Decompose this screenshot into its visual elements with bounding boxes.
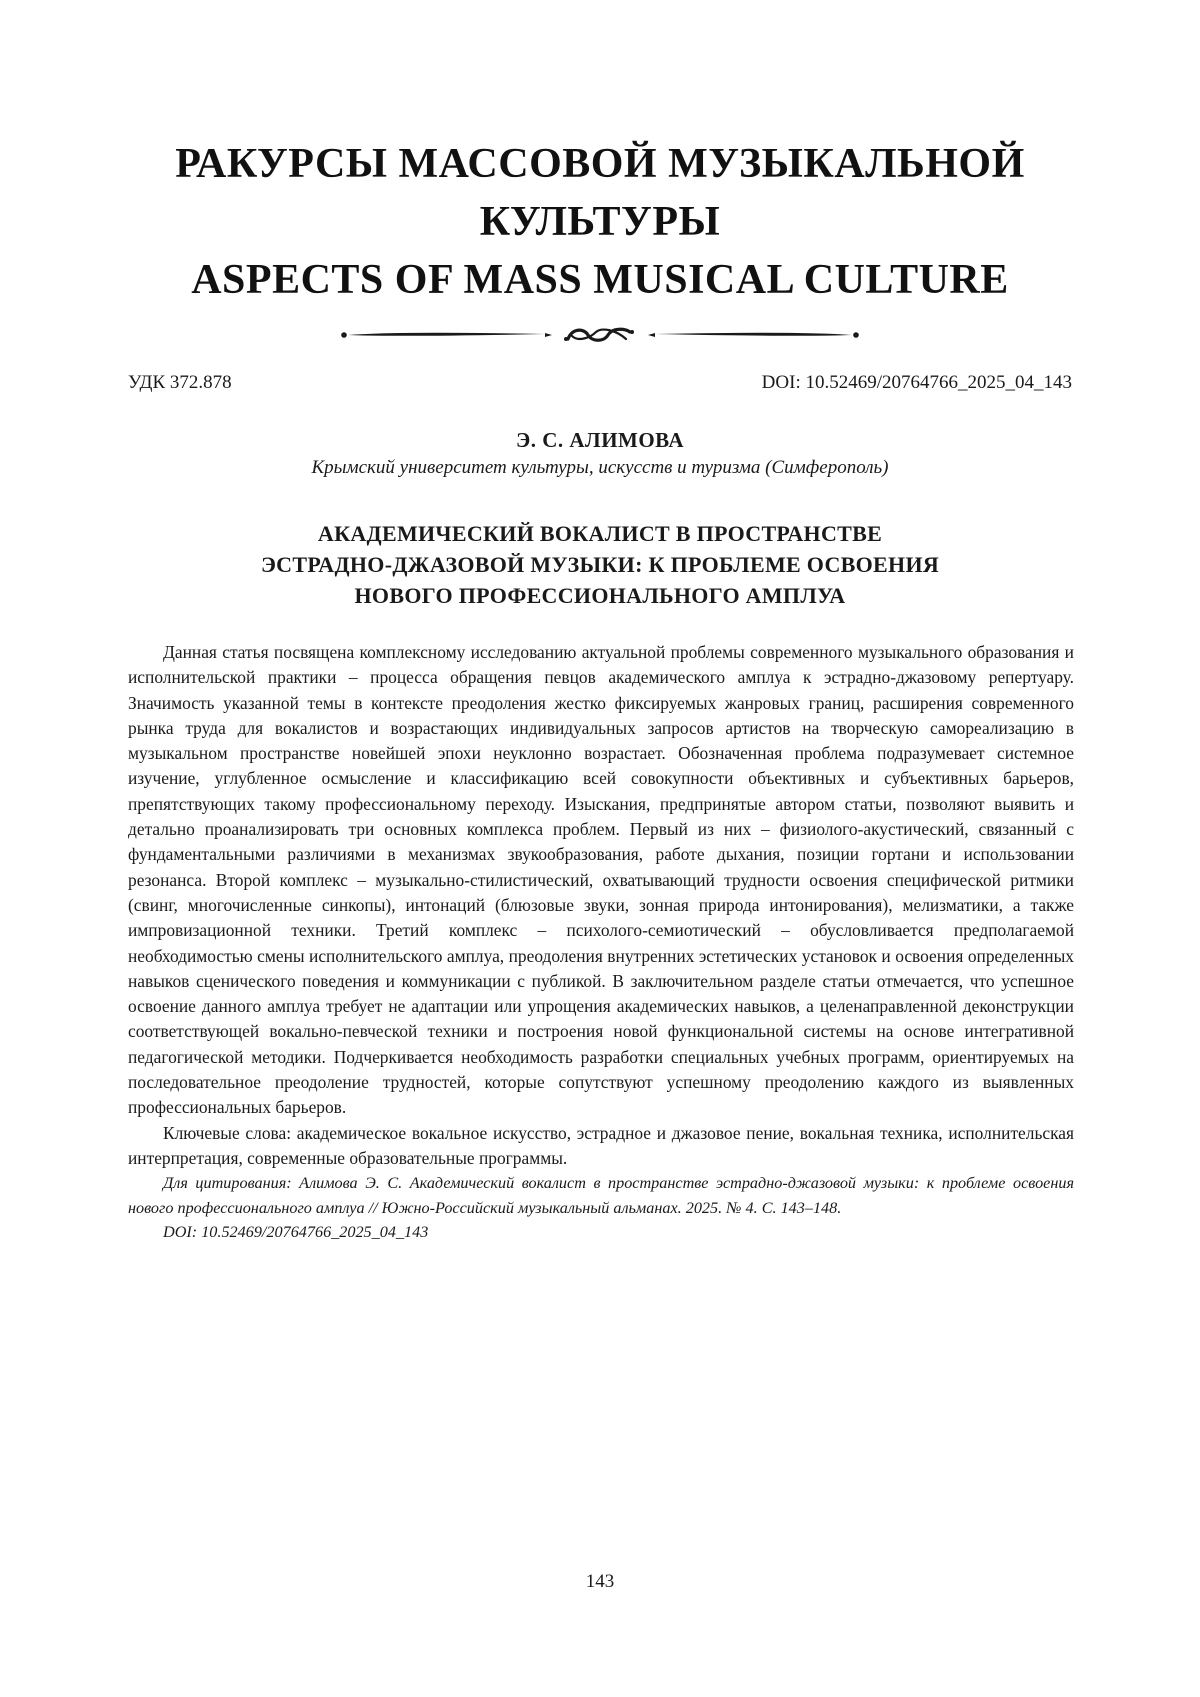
- page-number: 143: [585, 1571, 615, 1592]
- article-title-line1: АКАДЕМИЧЕСКИЙ ВОКАЛИСТ В ПРОСТРАНСТВЕ: [317, 521, 883, 546]
- article-title-line3: НОВОГО ПРОФЕССИОНАЛЬНОГО АМПЛУА: [354, 583, 846, 608]
- udc-code: УДК 372.878: [128, 372, 232, 393]
- ornament-divider-icon: [340, 324, 860, 346]
- article-title-line2: ЭСТРАДНО-ДЖАЗОВОЙ МУЗЫКИ: К ПРОБЛЕМЕ ОСВОЕНИЯ: [260, 552, 940, 577]
- citation-doi: DOI: 10.52469/20764766_2025_04_143: [163, 1223, 429, 1242]
- citation: Для цитирования: Алимова Э. С. Академический вокалист в пространстве эстрадно-джазовой музыки: к проблеме освоения нового профессионального амплуа // Южно-Российский музыкальный альманах. 2025. № 4. С. 143–148.: [128, 1174, 1074, 1217]
- author-affiliation: Крымский университет культуры, искусств и туризма (Симферополь): [311, 457, 889, 478]
- article-title: [0, 518, 1200, 611]
- section-title: [0, 135, 1200, 309]
- section-title-en: ASPECTS OF MASS MUSICAL CULTURE: [191, 257, 1009, 303]
- abstract-text: Данная статья посвящена комплексному исследованию актуальной проблемы современного музыкального образования и исполнительской практики – процесса обращения певцов академического амплуа к эстрадно-джазовому репертуару. Значимость указанной темы в контексте преодоления жестко фиксируемых жанровых границ, расширения современного рынка труда для вокалистов и возрастающих индивидуальных запросов артистов на творческую самореализацию в музыкальном пространстве новейшей эпохи неуклонно возрастает. Обозначенная проблема подразумевает системное изучение, углубленное осмысление и классификацию всей совокупности объективных и субъективных барьеров, препятствующих такому профессиональному переходу. Изыскания, предпринятые автором статьи, позволяют выявить и детально проанализировать три основных комплекса проблем. Первый из них – физиолого-акустический, связанный с фундаментальными различиями в механизмах звукообразования, работе дыхания, позиции гортани и использовании резонанса. Второй комплекс – музыкально-стилистический, охватывающий трудности освоения специфической ритмики (свинг, многочисленные синкопы), интонаций (блюзовые звуки, зонная природа интонирования), мелизматики, а также импровизационной техники. Третий комплекс – психолого-семиотический – обусловливается предполагаемой необходимостью смены исполнительского амплуа, преодоления внутренних эстетических установок и освоения определенных навыков сценического поведения и коммуникации с публикой. В заключительном разделе статьи отмечается, что успешное освоение данного амплуа требует не адаптации или упрощения академических навыков, а целенаправленной деконструкции соответствующей вокально-певческой техники и построения новой функциональной системы на основе интегративной педагогической методики. Подчеркивается необходимость разработки специальных учебных программ, ориентируемых на последовательное преодоление трудностей, которые сопутствуют успешному преодолению каждого из выявленных профессиональных барьеров.: [128, 642, 1074, 1118]
- keywords: Ключевые слова: академическое вокальное искусство, эстрадное и джазовое пение, вокальная техника, исполнительская интерпретация, современные образовательные программы.: [128, 1122, 1074, 1168]
- section-title-line2: КУЛЬТУРЫ: [479, 199, 721, 245]
- abstract-block: [128, 640, 1074, 1245]
- section-title-line1: РАКУРСЫ МАССОВОЙ МУЗЫКАЛЬНОЙ: [175, 141, 1025, 187]
- doi-header: DOI: 10.52469/20764766_2025_04_143: [761, 372, 1072, 393]
- meta-row: [128, 372, 1072, 394]
- author-name: Э. С. АЛИМОВА: [515, 428, 685, 452]
